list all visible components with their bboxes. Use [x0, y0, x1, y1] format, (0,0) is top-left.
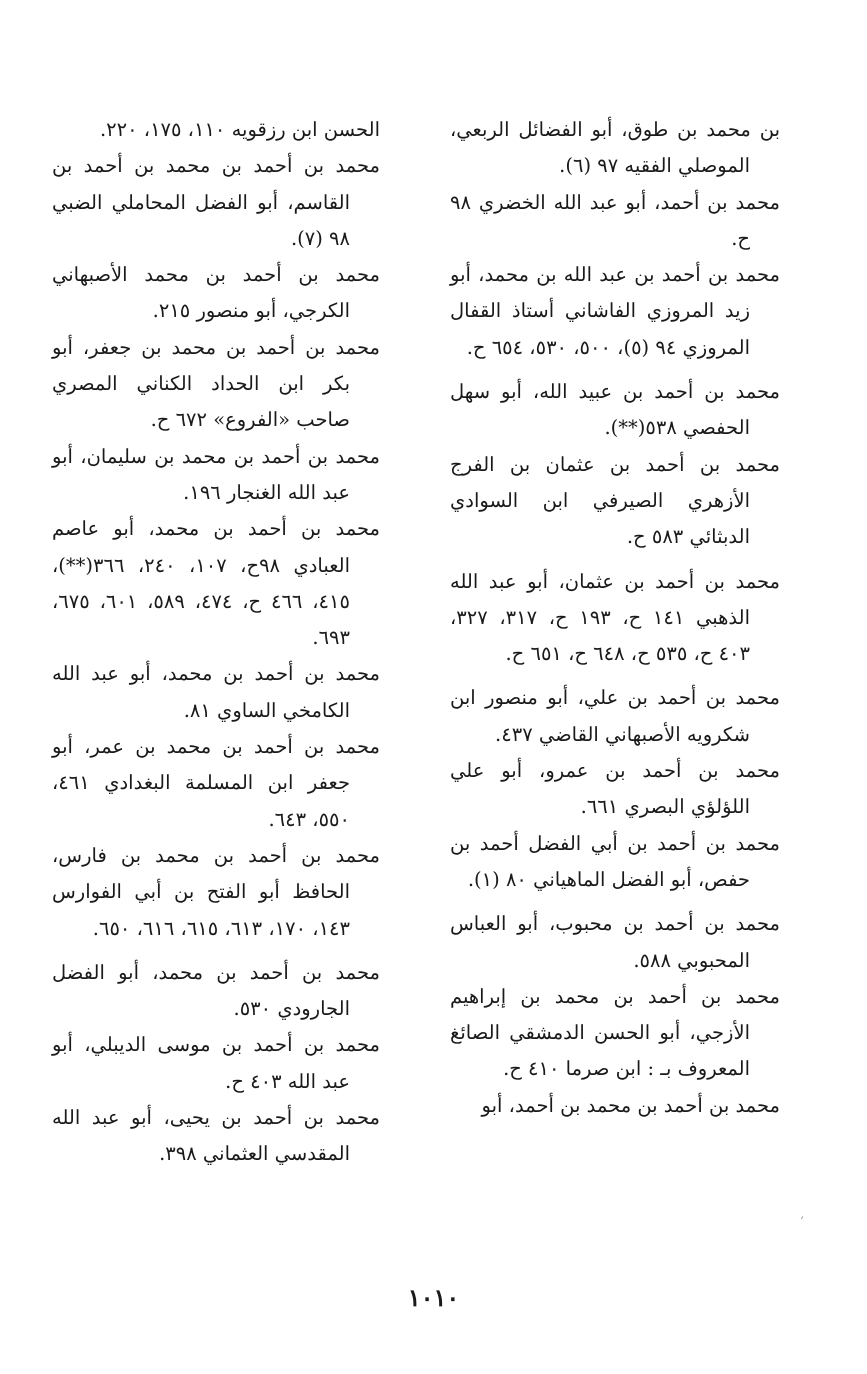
index-entry: محمد بن أحمد بن محمد بن فارس، الحافظ أبو الفتح بن أبي الفوارس ١٤٣، ١٧٠، ٦١٣، ٦١٥، ٦١٦، ٦٥٠. — [52, 843, 380, 940]
index-entry: محمد بن أحمد بن عبيد الله، أبو سهل الحفصي ٥٣٨(**). — [450, 380, 780, 440]
index-entry: بن محمد بن طوق، أبو الفضائل الربعي، الموصلي الفقيه ٩٧ (٦). — [450, 118, 780, 178]
index-entry: محمد بن أحمد بن علي، أبو منصور ابن شكرويه الأصبهاني القاضي ٤٣٧. — [450, 686, 780, 746]
margin-speck: ʻ — [800, 1214, 804, 1228]
index-entry: محمد بن أحمد بن محمد بن أحمد، أبو — [481, 1093, 780, 1117]
index-entry: محمد بن أحمد بن محمد بن إبراهيم الأزجي، أبو الحسن الدمشقي الصائغ المعروف بـ : ابن صرما ٤١٠ ح. — [450, 984, 780, 1081]
right-column — [450, 112, 780, 1124]
index-entry: محمد بن أحمد بن محمد الأصبهاني الكرجي، أبو منصور ٢١٥. — [52, 263, 380, 323]
page-number: ١٠١٠ — [407, 1283, 460, 1312]
index-entry: محمد بن أحمد بن محمد بن عمر، أبو جعفر ابن المسلمة البغدادي ٤٦١، ٥٥٠، ٦٤٣. — [52, 735, 380, 831]
index-entry: محمد بن أحمد بن عبد الله بن محمد، أبو زيد المروزي الفاشاني أستاذ القفال المروزي ٩٤ (٥)، ٥٠٠، ٥٣٠، ٦٥٤ ح. — [450, 263, 780, 359]
index-entry: محمد بن أحمد بن محمد، أبو الفضل الجارودي ٥٣٠. — [52, 960, 380, 1021]
left-column — [52, 112, 380, 1173]
index-entry: محمد بن أحمد بن محبوب، أبو العباس المحبوبي ٥٨٨. — [450, 912, 780, 972]
index-entry: محمد بن أحمد بن محمد، أبو عبد الله الكامخي الساوي ٨١. — [52, 662, 380, 722]
index-entry: الحسن ابن رزقويه ١١٠، ١٧٥، ٢٢٠. — [99, 118, 380, 141]
index-entry: محمد بن أحمد بن محمد بن سليمان، أبو عبد الله الغنجار ١٩٦. — [52, 444, 380, 504]
index-entry: محمد بن أحمد بن محمد بن أحمد بن القاسم، أبو الفضل المحاملي الضبي ٩٨ (٧). — [52, 154, 380, 250]
index-entry: محمد بن أحمد بن عمرو، أبو علي اللؤلؤي البصري ٦٦١. — [450, 759, 780, 819]
index-entry: محمد بن أحمد بن عثمان، أبو عبد الله الذهبي ١٤١ ح، ١٩٣ ح، ٣١٧، ٣٢٧، ٤٠٣ ح، ٥٣٥ ح، ٦٤٨ ح، ٦٥١ ح. — [450, 569, 780, 666]
index-entry: محمد بن أحمد بن عثمان بن الفرج الأزهري الصيرفي ابن السوادي الدبثائي ٥٨٣ ح. — [450, 452, 780, 549]
index-entry: محمد بن أحمد، أبو عبد الله الخضري ٩٨ ح. — [450, 190, 780, 250]
index-entry: محمد بن أحمد بن أبي الفضل أحمد بن حفص، أبو الفضل الماهياني ٨٠ (١). — [450, 831, 780, 891]
index-entry: محمد بن أحمد بن موسى الديبلي، أبو عبد الله ٤٠٣ ح. — [52, 1033, 380, 1093]
index-entry: محمد بن أحمد بن يحيى، أبو عبد الله المقدسي العثماني ٣٩٨. — [52, 1106, 380, 1166]
index-entry: محمد بن أحمد بن محمد، أبو عاصم العبادي ٩٨ح، ١٠٧، ٢٤٠، ٣٦٦(**)، ٤١٥، ٤٦٦ ح، ٤٧٤، ٥٨٩، ٦٠١، ٦٧٥، ٦٩٣. — [52, 517, 380, 650]
index-entry: محمد بن أحمد بن محمد بن جعفر، أبو بكر ابن الحداد الكناني المصري صاحب «الفروع» ٦٧٢ ح. — [52, 335, 380, 432]
